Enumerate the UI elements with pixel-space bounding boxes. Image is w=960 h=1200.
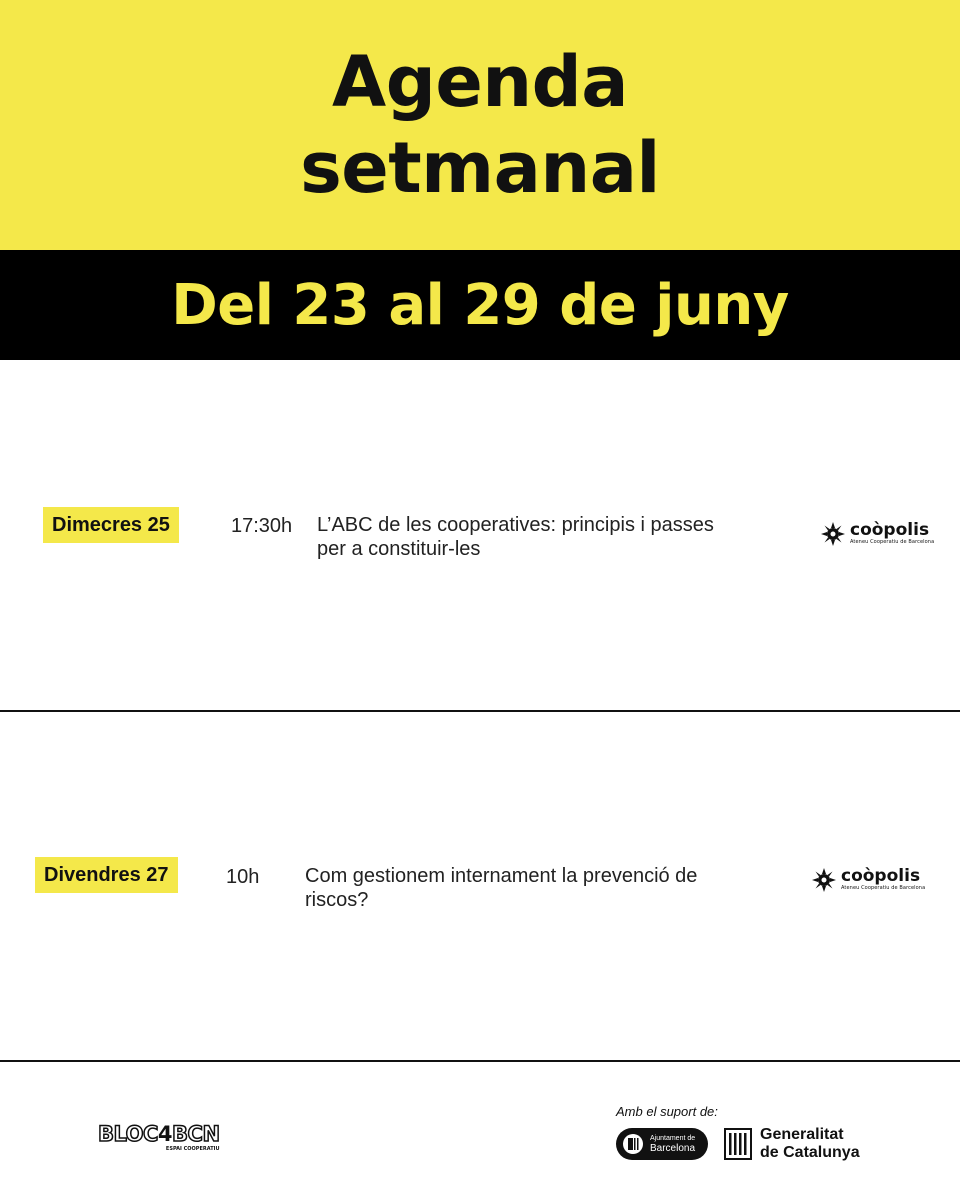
generalitat-line-2: de Catalunya [760,1144,860,1161]
generalitat-emblem-icon [724,1128,752,1160]
bloc4bcn-logo [98,1123,220,1152]
brand-part-3: BCN [172,1122,220,1146]
event-title [317,513,714,561]
coopolis-logo-icon [811,867,837,893]
event-day-badge: Divendres 27 [35,857,178,893]
event-time: 10h [226,866,260,888]
page-title-line-2: setmanal [300,127,660,209]
ajuntament-line-2: Barcelona [650,1142,696,1154]
organizer-name: coòpolis [850,520,930,540]
brand-tagline: ESPAI COOPERATIU [165,1146,220,1152]
ajuntament-line-1: Ajuntament de [650,1134,696,1142]
date-range-banner [0,250,960,360]
header [0,0,960,250]
page-title-line-1: Agenda [332,41,628,123]
support-label: Amb el suport de: [616,1104,718,1119]
generalitat-logo [724,1126,860,1162]
organizer-subtitle: Ateneu Cooperatiu de Barcelona [841,885,926,891]
event-time: 17:30h [231,515,293,537]
event-day-badge: Dimecres 25 [43,507,179,543]
organizer-subtitle: Ateneu Cooperatiu de Barcelona [850,539,935,545]
organizer-logo [820,521,934,547]
event-title [305,864,697,912]
event-title-line-1: Com gestionem internament la prevenció de [305,865,698,887]
coopolis-logo-icon [820,521,846,547]
divider [0,710,960,712]
event-title-line-1: L’ABC de les cooperatives: principis i passes [317,514,714,536]
ajuntament-barcelona-logo [616,1128,708,1160]
brand-part-1: BLOC [98,1122,158,1146]
organizer-logo [811,867,925,893]
event-title-line-2: per a constituir-les [317,538,481,560]
brand-part-2: 4 [157,1122,173,1146]
divider [0,1060,960,1062]
event-title-line-2: riscos? [305,889,369,911]
date-range: Del 23 al 29 de juny [171,272,789,338]
organizer-name: coòpolis [841,866,921,886]
generalitat-line-1: Generalitat [760,1126,844,1143]
barcelona-seal-icon [622,1133,644,1155]
